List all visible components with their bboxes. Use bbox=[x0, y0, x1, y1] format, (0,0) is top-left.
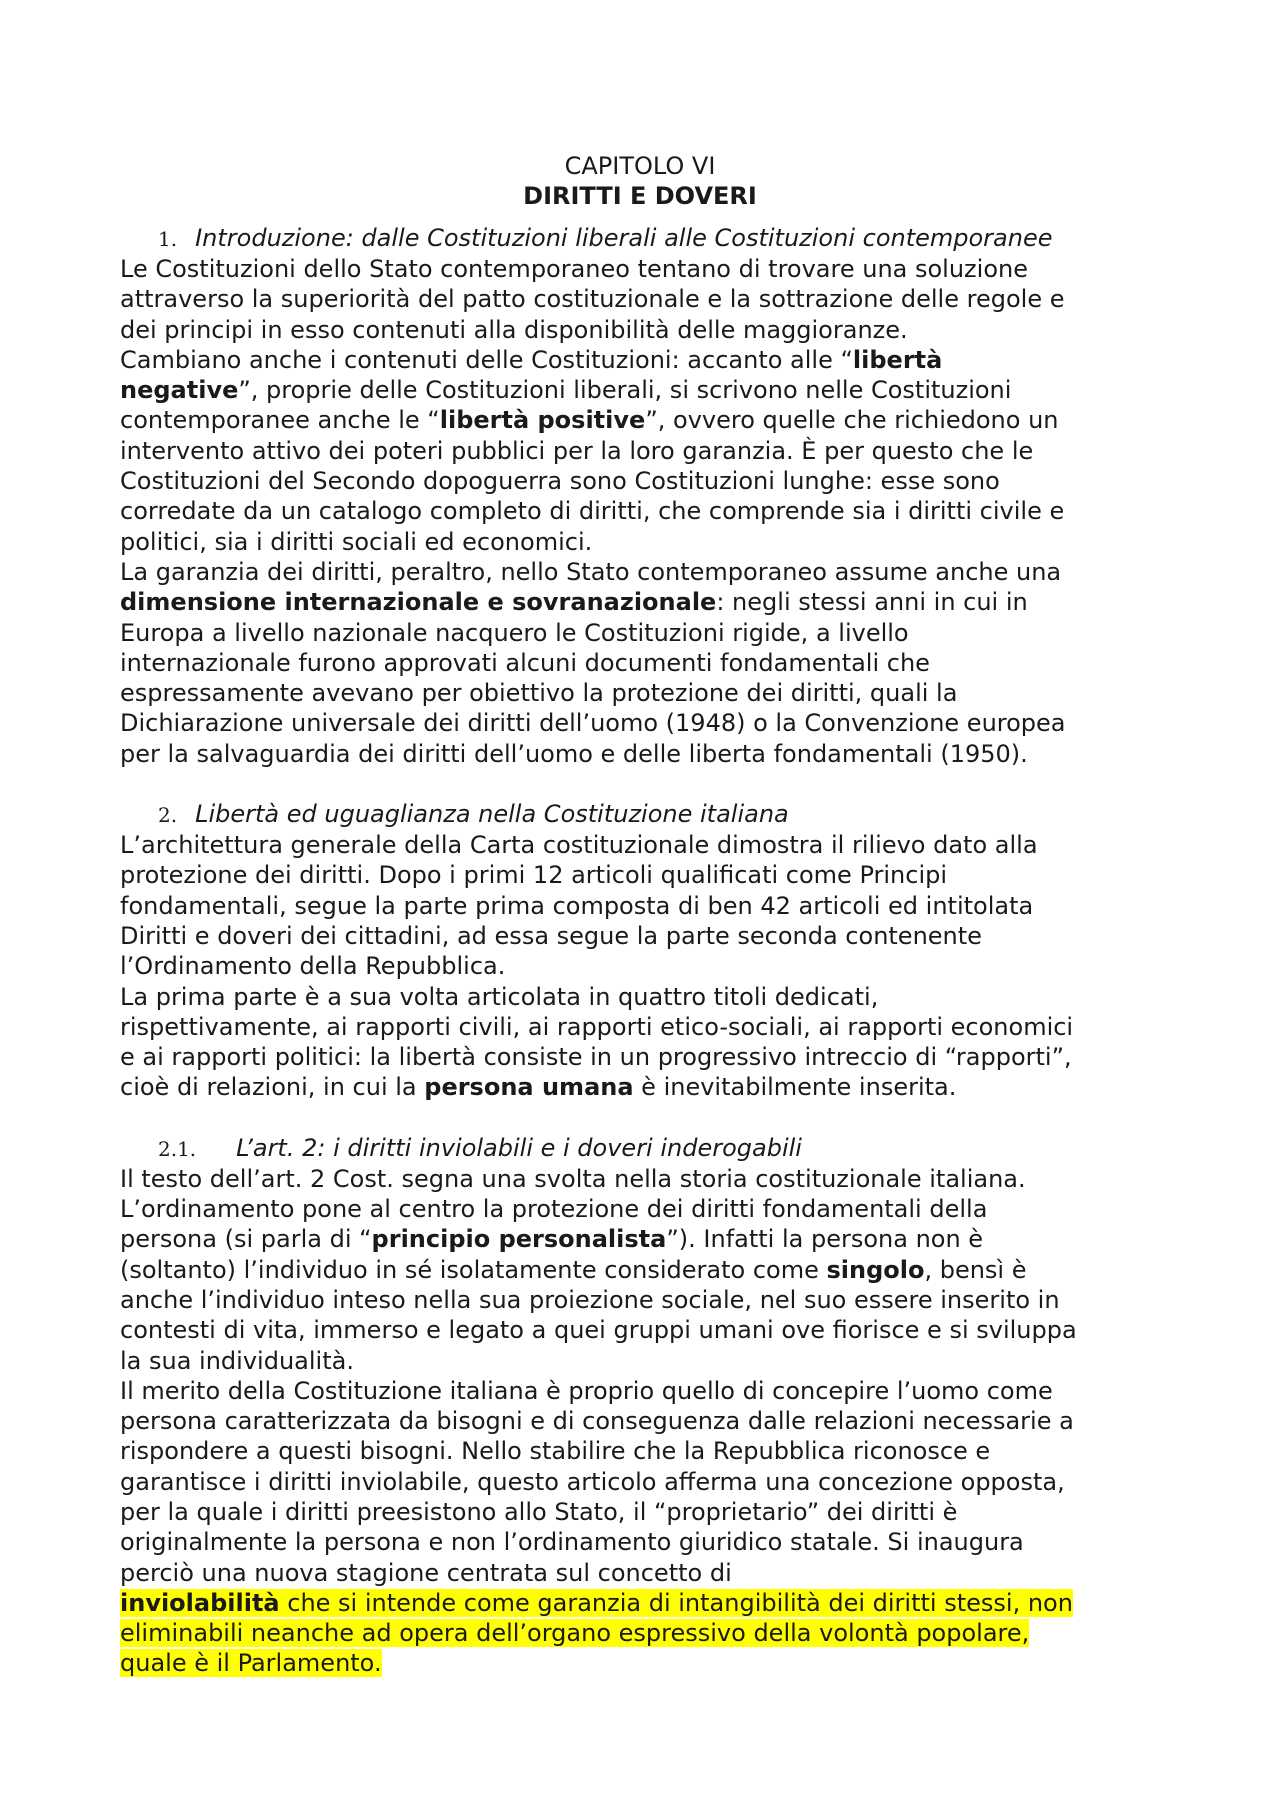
text-run: Europa a livello nazionale nacquero le Costituzioni rigide, a livello bbox=[120, 618, 909, 647]
text-line bbox=[120, 1042, 1160, 1072]
bold-term: libertà positive bbox=[439, 406, 646, 435]
section-title: Introduzione: dalle Costituzioni liberali alle Costituzioni contemporanee bbox=[195, 224, 1053, 252]
text-line bbox=[120, 466, 1160, 496]
text-line bbox=[120, 527, 1160, 557]
text-line bbox=[120, 1618, 1160, 1648]
text-run: Il merito della Costituzione italiana è proprio quello di concepire l’uomo come bbox=[120, 1376, 1053, 1405]
text-line bbox=[120, 830, 1160, 860]
text-run: la sua individualità. bbox=[120, 1346, 354, 1375]
text-run: ”, ovvero quelle che richiedono un bbox=[645, 406, 1059, 435]
text-run: politici, sia i diritti sociali ed economici. bbox=[120, 527, 593, 556]
text-run: ”, proprie delle Costituzioni liberali, si scrivono nelle Costituzioni bbox=[238, 376, 1012, 405]
text-line bbox=[120, 587, 1160, 617]
bold-term: singolo bbox=[826, 1255, 925, 1284]
bold-term: dimensione internazionale e sovranazionale bbox=[120, 588, 717, 617]
text-line bbox=[120, 1012, 1160, 1042]
text-line bbox=[120, 1497, 1160, 1527]
section-number: 1. bbox=[158, 227, 178, 251]
text-run: L’ordinamento pone al centro la protezione dei diritti fondamentali della bbox=[120, 1195, 988, 1224]
text-run: Diritti e doveri dei cittadini, ad essa segue la parte seconda contenente bbox=[120, 921, 982, 950]
text-run: corredate da un catalogo completo di diritti, che comprende sia i diritti civile e bbox=[120, 497, 1065, 526]
text-line bbox=[120, 1436, 1160, 1466]
text-run: fondamentali, segue la parte prima composta di ben 42 articoli ed intitolata bbox=[120, 891, 1034, 920]
section-heading bbox=[120, 1133, 1160, 1164]
section-title: L’art. 2: i diritti inviolabili e i doveri inderogabili bbox=[236, 1133, 802, 1162]
text-line bbox=[120, 891, 1160, 921]
text-line bbox=[120, 405, 1160, 435]
text-line bbox=[120, 921, 1160, 951]
text-run: dei principi in esso contenuti alla disponibilità delle maggioranze. bbox=[120, 315, 908, 344]
text-run: Le Costituzioni dello Stato contemporaneo tentano di trovare una soluzione bbox=[120, 255, 1028, 283]
document-body bbox=[120, 151, 1160, 1679]
chapter-title: DIRITTI E DOVERI bbox=[523, 182, 757, 210]
text-run: : negli stessi anni in cui in bbox=[716, 588, 1028, 617]
text-run: originalmente la persona e non l’ordinamento giuridico statale. Si inaugura bbox=[120, 1528, 1024, 1557]
section-spacer bbox=[120, 769, 1160, 799]
text-run: internazionale furono approvati alcuni documenti fondamentali che bbox=[120, 648, 930, 677]
text-line bbox=[120, 951, 1160, 981]
text-run: quale è il Parlamento. bbox=[120, 1649, 382, 1678]
text-line bbox=[120, 739, 1160, 769]
text-line bbox=[120, 648, 1160, 678]
text-run: La prima parte è a sua volta articolata in quattro titoli dedicati, bbox=[120, 982, 879, 1011]
text-run: (soltanto) l’individuo in sé isolatamente considerato come bbox=[120, 1255, 827, 1284]
section-number: 2. bbox=[158, 803, 178, 828]
text-run: per la salvaguardia dei diritti dell’uomo e delle liberta fondamentali (1950). bbox=[120, 739, 1028, 768]
text-run: Il testo dell’art. 2 Cost. segna una svolta nella storia costituzionale italiana. bbox=[120, 1164, 1026, 1193]
text-line bbox=[120, 1285, 1160, 1315]
text-line bbox=[120, 1346, 1160, 1376]
text-run: rispettivamente, ai rapporti civili, ai rapporti etico-sociali, ai rapporti economici bbox=[120, 1012, 1074, 1041]
text-line bbox=[120, 1224, 1160, 1254]
text-line bbox=[120, 1467, 1160, 1497]
section-number: 2.1. bbox=[158, 1136, 197, 1161]
text-run: protezione dei diritti. Dopo i primi 12 articoli qualificati come Principi bbox=[120, 861, 948, 890]
text-line bbox=[120, 678, 1160, 708]
text-run: intervento attivo dei poteri pubblici per la loro garanzia. È per questo che le bbox=[120, 436, 1034, 465]
bold-term: libertà bbox=[852, 345, 943, 374]
text-run: , bensì è bbox=[924, 1255, 1027, 1284]
bold-term: inviolabilità bbox=[120, 1588, 280, 1617]
text-line bbox=[120, 1164, 1160, 1194]
text-line bbox=[120, 1588, 1160, 1618]
text-run: espressamente avevano per obiettivo la protezione dei diritti, quali la bbox=[120, 679, 958, 708]
text-run: L’architettura generale della Carta costituzionale dimostra il rilievo dato alla bbox=[120, 831, 1038, 860]
text-run: garantisce i diritti inviolabile, questo articolo afferma una concezione opposta, bbox=[120, 1467, 1065, 1496]
text-line bbox=[120, 982, 1160, 1012]
text-line bbox=[120, 557, 1160, 587]
text-line bbox=[120, 254, 1160, 284]
text-run: è inevitabilmente inserita. bbox=[633, 1073, 957, 1102]
text-run: perciò una nuova stagione centrata sul concetto di bbox=[120, 1558, 732, 1587]
text-run: cioè di relazioni, in cui la bbox=[120, 1073, 425, 1102]
text-run: persona (si parla di “ bbox=[120, 1225, 372, 1254]
text-run: eliminabili neanche ad opera dell’organo espressivo della volontà popolare, bbox=[120, 1619, 1030, 1648]
text-run: Cambiano anche i contenuti delle Costituzioni: accanto alle “ bbox=[120, 345, 853, 374]
chapter-number: CAPITOLO VI bbox=[564, 152, 716, 180]
text-run: contemporanee anche le “ bbox=[120, 406, 440, 435]
text-line bbox=[120, 618, 1160, 648]
text-line bbox=[120, 1527, 1160, 1557]
text-line bbox=[120, 1255, 1160, 1285]
text-line bbox=[120, 1315, 1160, 1345]
text-run: anche l’individuo inteso nella sua proiezione sociale, nel suo essere inserito in bbox=[120, 1285, 1060, 1314]
text-run: Dichiarazione universale dei diritti dell’uomo (1948) o la Convenzione europea bbox=[120, 709, 1066, 738]
text-run: attraverso la superiorità del patto costituzionale e la sottrazione delle regole e bbox=[120, 285, 1065, 314]
text-line bbox=[120, 315, 1160, 345]
text-run: persona caratterizzata da bisogni e di conseguenza dalle relazioni necessarie a bbox=[120, 1407, 1074, 1436]
text-line bbox=[120, 345, 1160, 375]
text-run: Costituzioni del Secondo dopoguerra sono Costituzioni lunghe: esse sono bbox=[120, 467, 1000, 496]
text-line bbox=[120, 1648, 1160, 1678]
text-run: l’Ordinamento della Repubblica. bbox=[120, 952, 506, 981]
text-run: che si intende come garanzia di intangibilità dei diritti stessi, non bbox=[279, 1588, 1073, 1617]
text-run: rispondere a questi bisogni. Nello stabilire che la Repubblica riconosce e bbox=[120, 1437, 991, 1466]
text-line bbox=[120, 436, 1160, 466]
text-line bbox=[120, 375, 1160, 405]
section-title: Libertà ed uguaglianza nella Costituzione italiana bbox=[195, 800, 789, 829]
bold-term: negative bbox=[120, 376, 239, 405]
section-heading bbox=[120, 799, 1160, 830]
text-line bbox=[120, 860, 1160, 890]
bold-term: principio personalista bbox=[371, 1225, 667, 1254]
text-line bbox=[120, 1558, 1160, 1588]
section-heading bbox=[120, 223, 1160, 254]
text-run: ”). Infatti la persona non è bbox=[666, 1225, 984, 1254]
text-line bbox=[120, 284, 1160, 314]
section-spacer bbox=[120, 1103, 1160, 1133]
text-run: La garanzia dei diritti, peraltro, nello Stato contemporaneo assume anche una bbox=[120, 557, 1062, 586]
bold-term: persona umana bbox=[424, 1073, 634, 1102]
text-line bbox=[120, 1072, 1160, 1102]
text-line bbox=[120, 496, 1160, 526]
text-run: contesti di vita, immerso e legato a quei gruppi umani ove fiorisce e si sviluppa bbox=[120, 1316, 1077, 1345]
text-run: per la quale i diritti preesistono allo Stato, il “proprietario” dei diritti è bbox=[120, 1497, 958, 1526]
text-line bbox=[120, 1194, 1160, 1224]
text-line bbox=[120, 1406, 1160, 1436]
sections-container bbox=[120, 223, 1160, 1679]
text-run: e ai rapporti politici: la libertà consiste in un progressivo intreccio di “rapporti”, bbox=[120, 1043, 1072, 1072]
text-line bbox=[120, 708, 1160, 738]
text-line bbox=[120, 1376, 1160, 1406]
